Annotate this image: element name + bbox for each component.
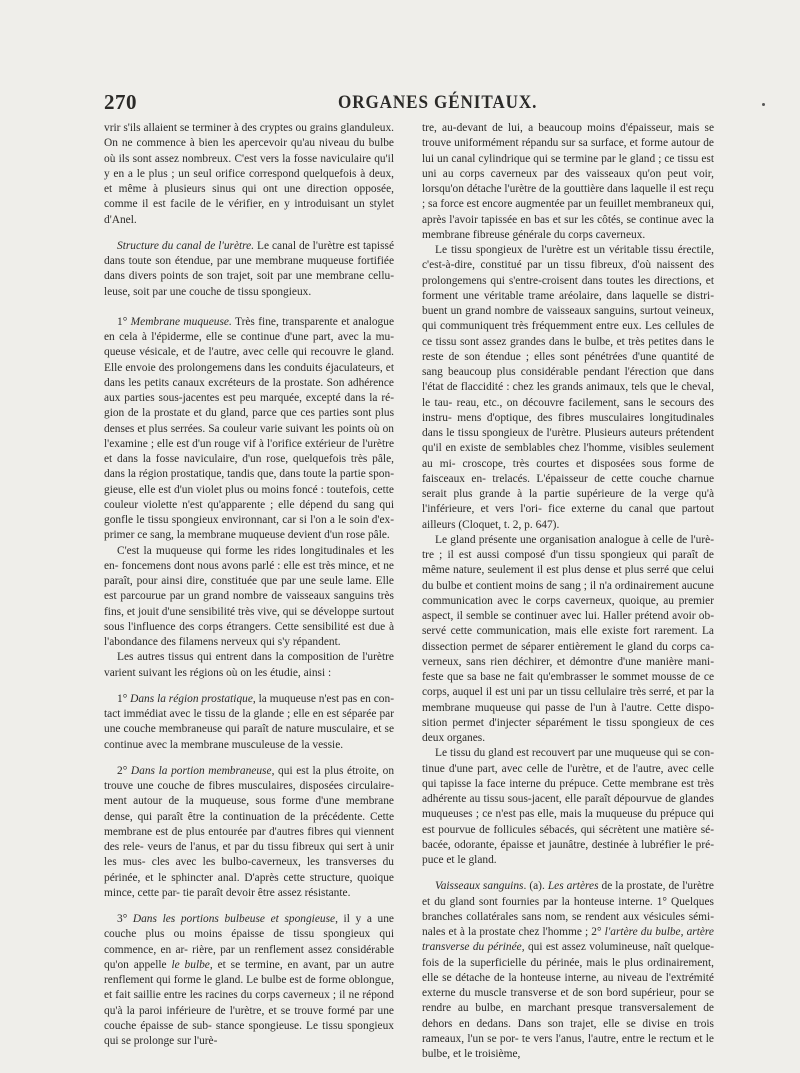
- page-number: 270: [104, 90, 137, 114]
- paragraph: [104, 764, 394, 901]
- item-number: 1°: [117, 315, 131, 328]
- paragraph-text: , il y a une couche plus ou moins épaisse de tissu spongieux qui commence, en ar- rière, par un renflement assez considérable qu'on appelle: [104, 913, 394, 971]
- item-number: 3°: [117, 913, 133, 925]
- paragraph-text: Très fine, transparente et analogue en cela à l'épiderme, elle se continue d'une part, avec la mu- queuse vésicale, et de l'autre, avec celle qui recouvre le gland. Elle envoie des prolongemens dans les conduits éjaculateurs, et dans les petits canaux excréteurs de la prostate. Son adhérence aux parties sous-jacentes est peu marquée, excepté dans la ré- gion de la prostate et du gland, parce que ces parties sont plus denses et plus serrées. Sa couleur varie suivant les points où on l'examine ; elle est d'un rouge vif à l'orifice extérieur de l'urètre et dans la fosse naviculaire, d'un rose, quelquefois très pâle, dans la région prostatique, tandis que, dans toute la partie spon- gieuse, elle est d'un violet plus ou moins foncé : toutefois, cette couleur violette n'est qu'apparente ; elle dépend du sang qui gonfle le tissu spongieux environnant, car si l'on a le soin d'ex- primer ce sang, la membrane muqueuse devient d'un rose pâle.: [104, 315, 394, 542]
- paragraph-text: . (a).: [523, 880, 548, 893]
- item-number: 2°: [117, 764, 131, 777]
- paragraph: [104, 315, 394, 544]
- paragraph-text: de la prostate, de l'urètre et du gland sont fournies par la honteuse interne. 1° Quelques branches collatérales sans nom, se rendent aux vésicules sémi- nales et à la prostate chez l'homme ; 2°: [422, 880, 714, 938]
- section-title: Structure du canal de l'urètre.: [117, 239, 255, 252]
- paragraph: Les autres tissus qui entrent dans la composition de l'urètre varient suivant les régions où on les étudie, ainsi :: [104, 651, 394, 679]
- term-artere-bulbe: l'artère du bulbe, artère transverse du périnée,: [422, 926, 714, 954]
- term-arteres: Les artères: [547, 880, 599, 893]
- item-number: 1°: [117, 692, 131, 705]
- paragraph-text: Le canal de l'urètre est tapissé dans toute son étendue, par une membrane muqueuse fortifiée dans divers points de son trajet, soit par une membrane cellu- leuse, soit par une couche de tissu spongieux.: [104, 239, 394, 298]
- paragraph: tre, au-devant de lui, a beaucoup moins d'épaisseur, mais se trouve uniformément répandu sur sa surface, et forme autour de lui un canal cylindrique qui se termine par le gland ; ce tissu est uni au corps caverneux par des vaisseaux qu'on peut voir, lorsqu'on détache l'urètre de la gouttière dans laquelle il est reçu ; sa force est encore augmentée par un feuillet membraneux qui, après l'avoir tapissée en bas et sur les côtés, se continue avec la membrane fibreuse générale du corps caverneux.: [422, 122, 714, 241]
- section-title: Dans la portion membraneuse: [130, 764, 272, 777]
- section-title: Dans la région prostatique: [130, 692, 253, 705]
- paragraph: [104, 239, 394, 300]
- paragraph: [422, 879, 714, 1062]
- left-column: [104, 121, 394, 1049]
- paragraph: C'est la muqueuse qui forme les rides longitudinales et les en- foncemens dont nous avons parlé : elle est très mince, et ne paraît, pour ainsi dire, constituée que par une seule lame. Elle est parcourue par un grand nombre de vaisseaux sanguins très fins, et jouit d'une sensibilité très vive, qui se développe surtout sous l'influence des corps étrangers. Cette sensibilité est due à l'abondance des filamens nerveux qui s'y répandent.: [104, 544, 394, 648]
- right-column: [422, 121, 714, 1062]
- running-title: ORGANES GÉNITAUX.: [338, 92, 538, 113]
- paragraph: [104, 692, 394, 753]
- section-title: Vaisseaux sanguins: [435, 880, 524, 893]
- paragraph: Le tissu spongieux de l'urètre est un véritable tissu érectile, c'est-à-dire, constitué par un tissu fibreux, d'où naissent des prolongemens qui s'entre-croisent dans toutes les directions, et forment une véritable trame aréolaire, dans laquelle se distri- buent un grand nombre de vaisseaux sanguins, surtout veineux, qui communiquent très fréquemment entre eux. Les cellules de ce tissu sont assez grandes dans le bulbe, et très petites dans le reste de son étendue ; elles sont pénétrées d'une quantité de sang beaucoup plus considérable pendant l'érection que dans l'état de flaccidité : chez les grands animaux, tels que le cheval, le tau- reau, etc., on découvre facilement, sans le secours des instru- mens d'optique, des fibres musculaires longitudinales dans le tissu spongieux de l'urètre. Plusieurs auteurs prétendent qu'il en existe de semblables chez l'homme, visibles seulement au mi- croscope, très courtes et disposées sous forme de faisceaux en- trelacés. L'épaisseur de cette couche charnue serait plus grande à la partie supérieure de la verge qu'à l'inférieure, et vers l'ori- fice externe du canal que partout ailleurs (Cloquet, t. 2, p. 647).: [422, 244, 714, 531]
- paragraph-text: , et se termine, en avant, par un autre renflement qui forme le gland. Le bulbe est de forme oblongue, et fait saillie entre les racines du corps caverneux ; il ne répond qu'à la paroi inférieure de l'urètre, et se trouve formé par une couche épaisse de sub- stance spongieuse. Le tissu spongieux qui se prolonge sur l'urè-: [104, 958, 394, 1047]
- paragraph: [104, 912, 394, 1049]
- paragraph-text: , la muqueuse n'est pas en con- tact immédiat avec le tissu de la glande ; elle en est séparée par une couche membraneuse qui paraît de nature musculaire, et se continue avec la membrane musculeuse de la vessie.: [104, 692, 394, 751]
- paragraph: Le tissu du gland est recouvert par une muqueuse qui se con- tinue d'une part, avec celle de l'urètre, et de l'autre, avec celle qui tapisse la face interne du prépuce. Cette membrane est très adhérente au tissu sous-jacent, elle paraît dépourvue de glandes muqueuses ; ce n'est pas elle, mais la muqueuse du prépuce qui est pourvue de follicules sébacés, qui sécrètent une matière sé- bacée, odorante, épaisse et jaunâtre, destinée à lubréfier le pré- puce et le gland.: [422, 747, 714, 866]
- term-bulbe: le bulbe: [171, 958, 210, 971]
- paragraph-text: qui est assez volumineuse, naît quelque- fois de la superficielle du périnée, mais le plus ordinairement, elle se détache de la honteuse interne, au niveau de l'extrémité externe du muscle transverse et de son bord supérieur, pour se rendre au bulbe, en marchant presque transversalement de dehors en dedans. Dans son trajet, elle se divise en trois rameaux, l'un se por- te vers l'anus, l'autre, entre le rectum et le bulbe, et le troisième,: [422, 941, 714, 1060]
- paragraph: vrir s'ils allaient se terminer à des cryptes ou grains glanduleux. On ne commence à bien les apercevoir qu'au niveau du bulbe où ils sont assez nombreux. C'est vers la fosse naviculaire qu'il y en a le plus ; un seul orifice correspond quelquefois à deux, et même à plusieurs sinus qui ont une direction opposée, comme il est facile de le vérifier, en y introduisant un stylet d'Anel.: [104, 122, 394, 226]
- section-title: Membrane muqueuse.: [130, 315, 232, 328]
- page-header: [104, 90, 708, 116]
- page-speck: [762, 103, 765, 106]
- section-title: Dans les portions bulbeuse et spongieuse: [132, 913, 336, 925]
- paragraph: Le gland présente une organisation analogue à celle de l'urè- tre ; il est aussi composé d'un tissu spongieux qui paraît de même nature, seulement il est plus dense et plus serré que celui du bulbe et contient moins de sang ; il n'a ordinairement aucune communication avec le corps caverneux, quoique, au premier aspect, il semble se continuer avec lui. Haller prétend avoir ob- servé cette communication, mais elle existe fort rarement. La dissection permet de séparer entièrement le gland du corps ca- verneux, sans rien déchirer, et démontre d'une manière mani- feste que sa base ne fait qu'embrasser le sommet mousse de ce corps, auquel il est uni par un tissu cellulaire très serré, et par la membrane muqueuse qui passe de l'un à l'autre. Cette dispo- sition permet d'injecter séparément le tissu spongieux de ces deux organes.: [422, 533, 714, 744]
- paragraph-text: , qui est la plus étroite, on trouve une couche de fibres musculaires, disposées circulaire- ment autour de la muqueuse, sous forme d'une membrane dense, qui paraît être la continuation de la précédente. Cette membrane est de plus entourée par d'autres fibres qui viennent des rele- veurs de l'anus, et par du tissu fibreux qui sert à unir les mus- cles avec les bulbo-caverneux, les transverses du périnée, et le sphincter anal. D'après cette structure, quoique mince, cette par- tie paraît devoir être assez résistante.: [104, 764, 395, 899]
